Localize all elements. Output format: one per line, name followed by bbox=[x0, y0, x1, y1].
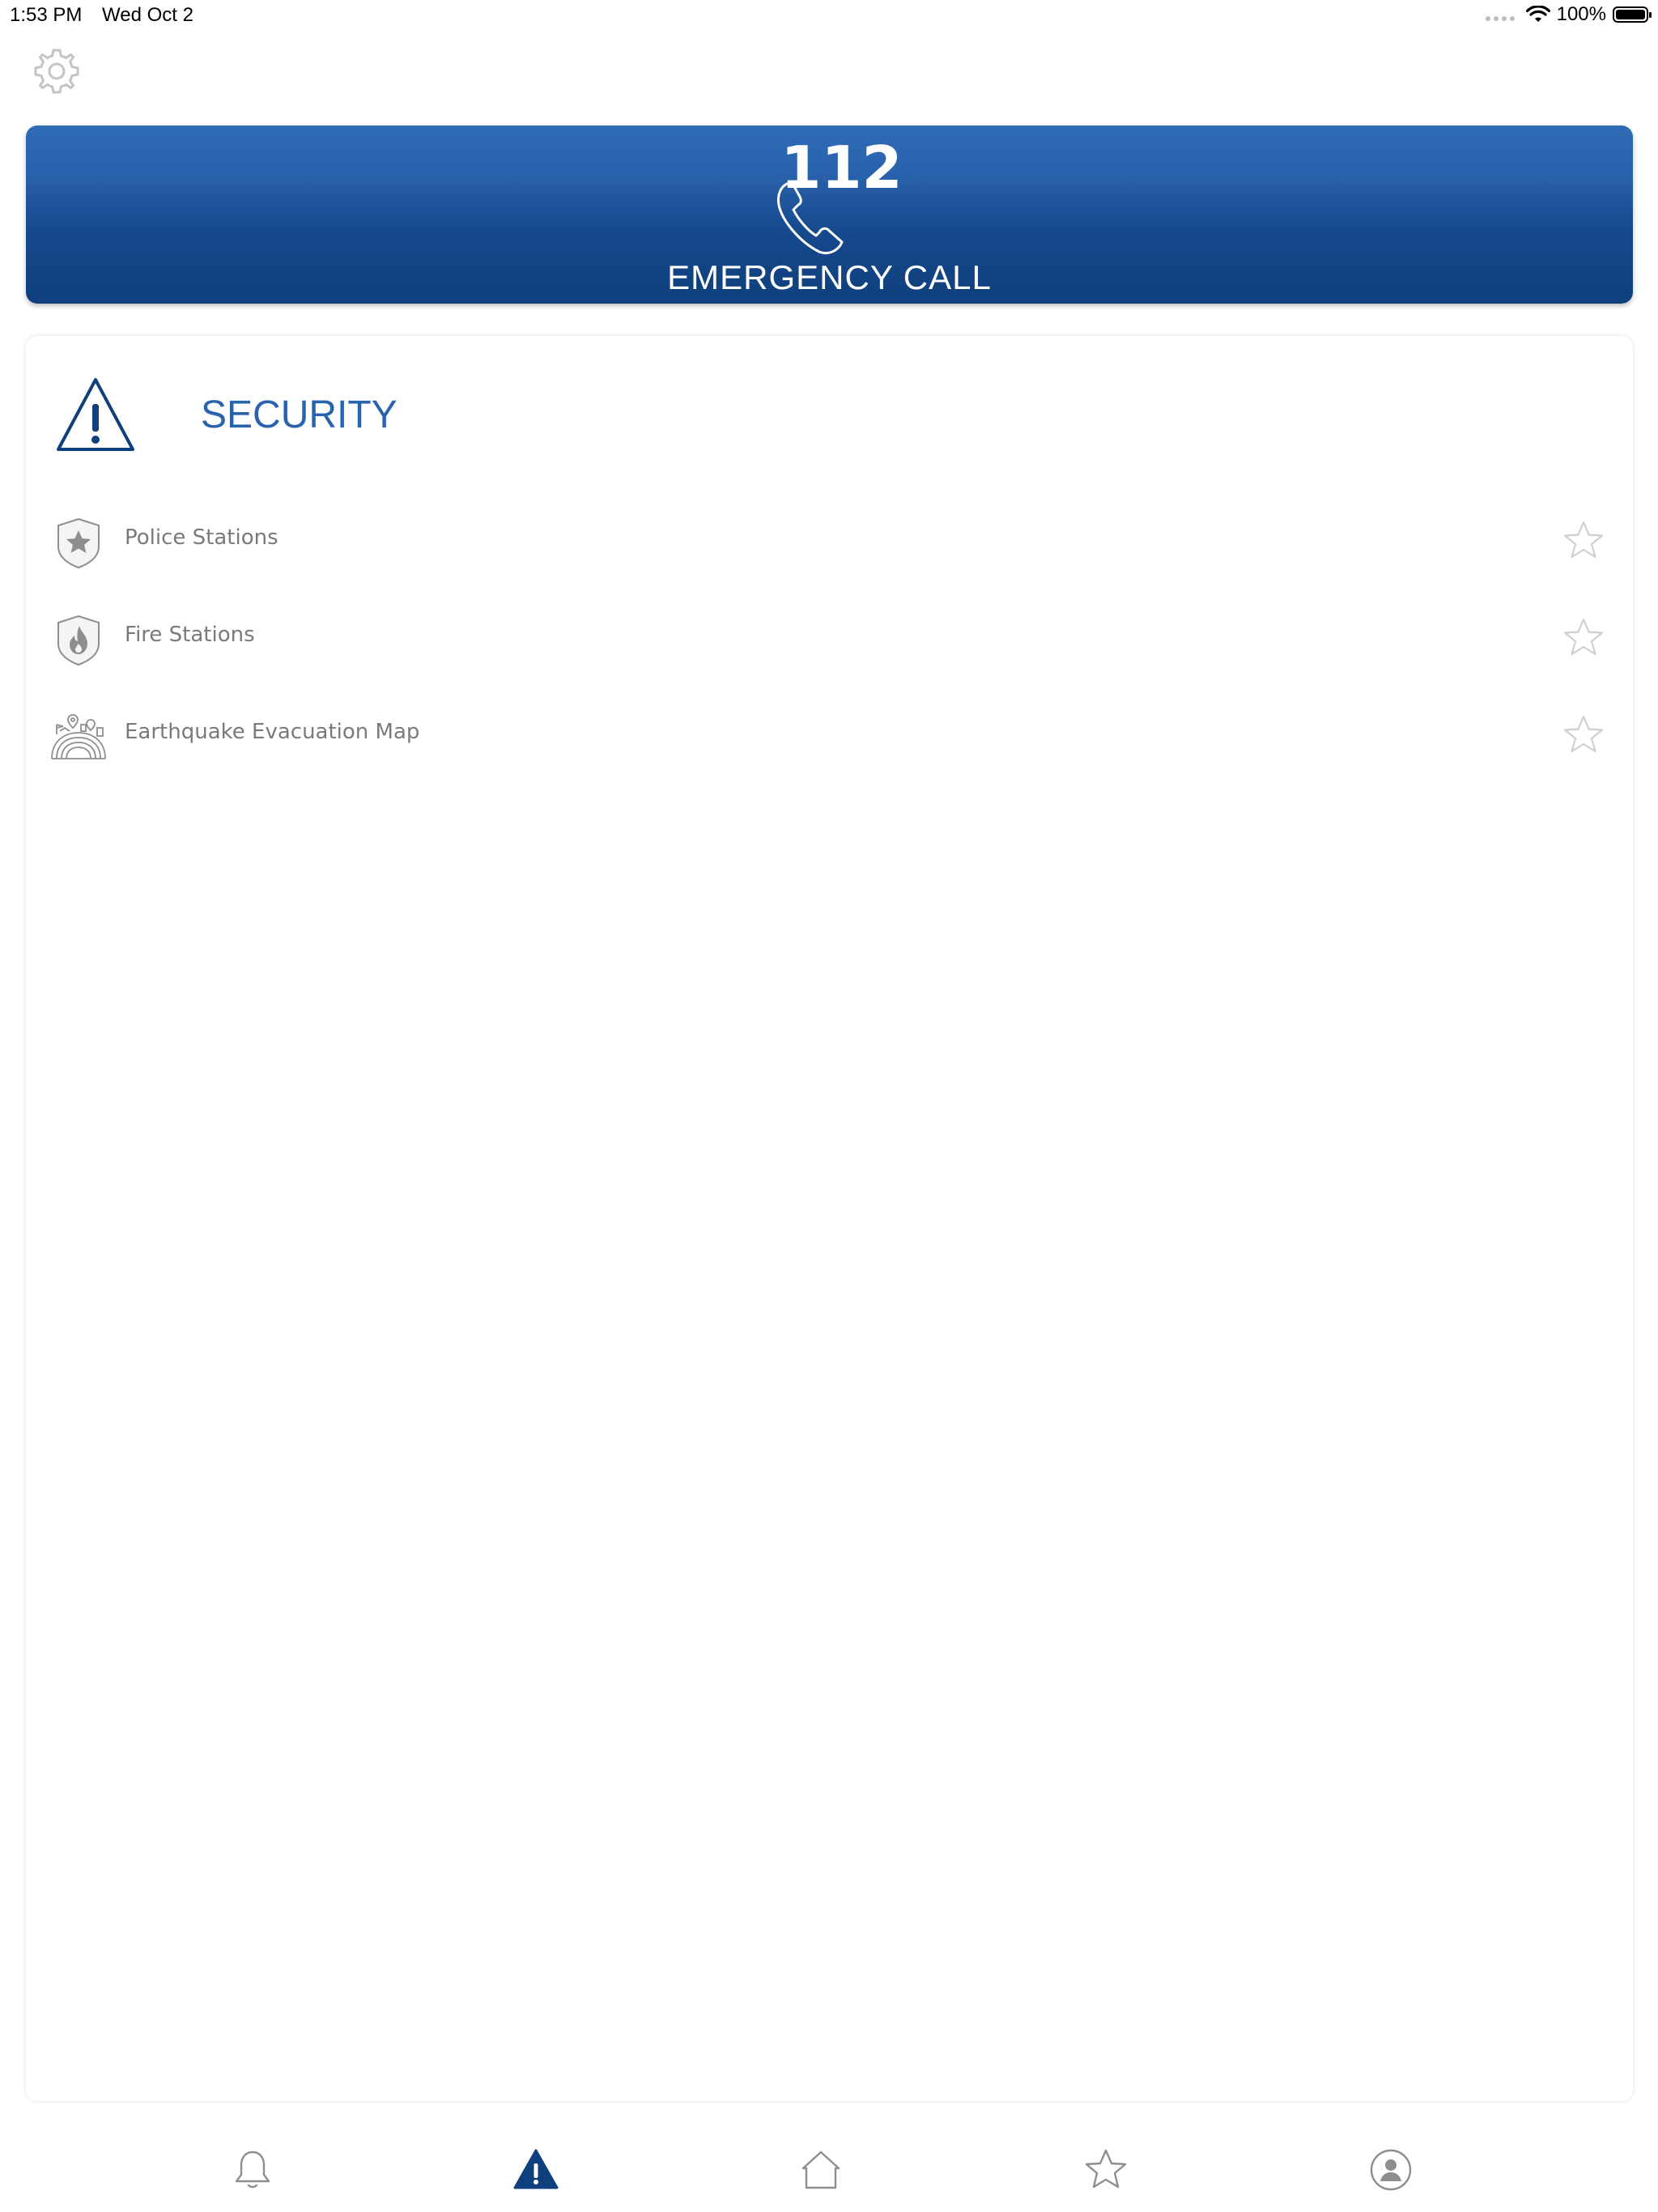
status-bar bbox=[0, 0, 1658, 32]
status-indicators bbox=[1486, 3, 1648, 26]
tab-bar bbox=[0, 2123, 1658, 2212]
wifi-icon bbox=[1526, 6, 1550, 23]
home-icon bbox=[797, 2146, 845, 2194]
settings-button[interactable] bbox=[31, 45, 83, 97]
star-icon[interactable] bbox=[1562, 616, 1605, 660]
star-icon bbox=[1082, 2146, 1130, 2194]
battery-percent: 100% bbox=[1556, 3, 1606, 25]
list-item-label: Police Stations bbox=[125, 525, 278, 550]
list-item-fire-stations[interactable] bbox=[26, 587, 1633, 684]
warning-icon bbox=[512, 2146, 560, 2194]
section-title: SECURITY bbox=[201, 393, 397, 436]
section-header bbox=[55, 375, 784, 464]
signal-icon bbox=[1486, 16, 1515, 21]
battery-icon bbox=[1613, 6, 1648, 23]
warning-icon bbox=[55, 375, 136, 456]
police-shield-icon bbox=[50, 514, 107, 571]
phone-icon bbox=[763, 168, 860, 265]
security-list bbox=[26, 490, 1633, 781]
status-date: Wed Oct 2 bbox=[102, 4, 193, 26]
evacuation-map-icon bbox=[50, 708, 107, 765]
list-item-police-stations[interactable] bbox=[26, 490, 1633, 587]
tab-home[interactable] bbox=[797, 2146, 845, 2194]
emergency-label: EMERGENCY CALL bbox=[667, 258, 992, 296]
star-icon[interactable] bbox=[1562, 713, 1605, 757]
bell-icon bbox=[228, 2146, 277, 2194]
list-item-label: Fire Stations bbox=[125, 623, 255, 647]
emergency-number: 112 bbox=[780, 134, 903, 202]
list-item-label: Earthquake Evacuation Map bbox=[125, 720, 420, 744]
list-item-earthquake-evacuation-map[interactable] bbox=[26, 684, 1633, 781]
status-time: 1:53 PM bbox=[10, 4, 83, 26]
tab-favorites[interactable] bbox=[1082, 2146, 1130, 2194]
fire-shield-icon bbox=[50, 611, 107, 668]
star-icon[interactable] bbox=[1562, 519, 1605, 563]
emergency-call-button[interactable] bbox=[26, 125, 1633, 304]
profile-icon bbox=[1367, 2146, 1415, 2194]
security-card bbox=[26, 336, 1633, 2101]
tab-security[interactable] bbox=[512, 2146, 560, 2194]
tab-alerts[interactable] bbox=[228, 2146, 277, 2194]
gear-icon bbox=[31, 45, 83, 97]
tab-profile[interactable] bbox=[1367, 2146, 1415, 2194]
